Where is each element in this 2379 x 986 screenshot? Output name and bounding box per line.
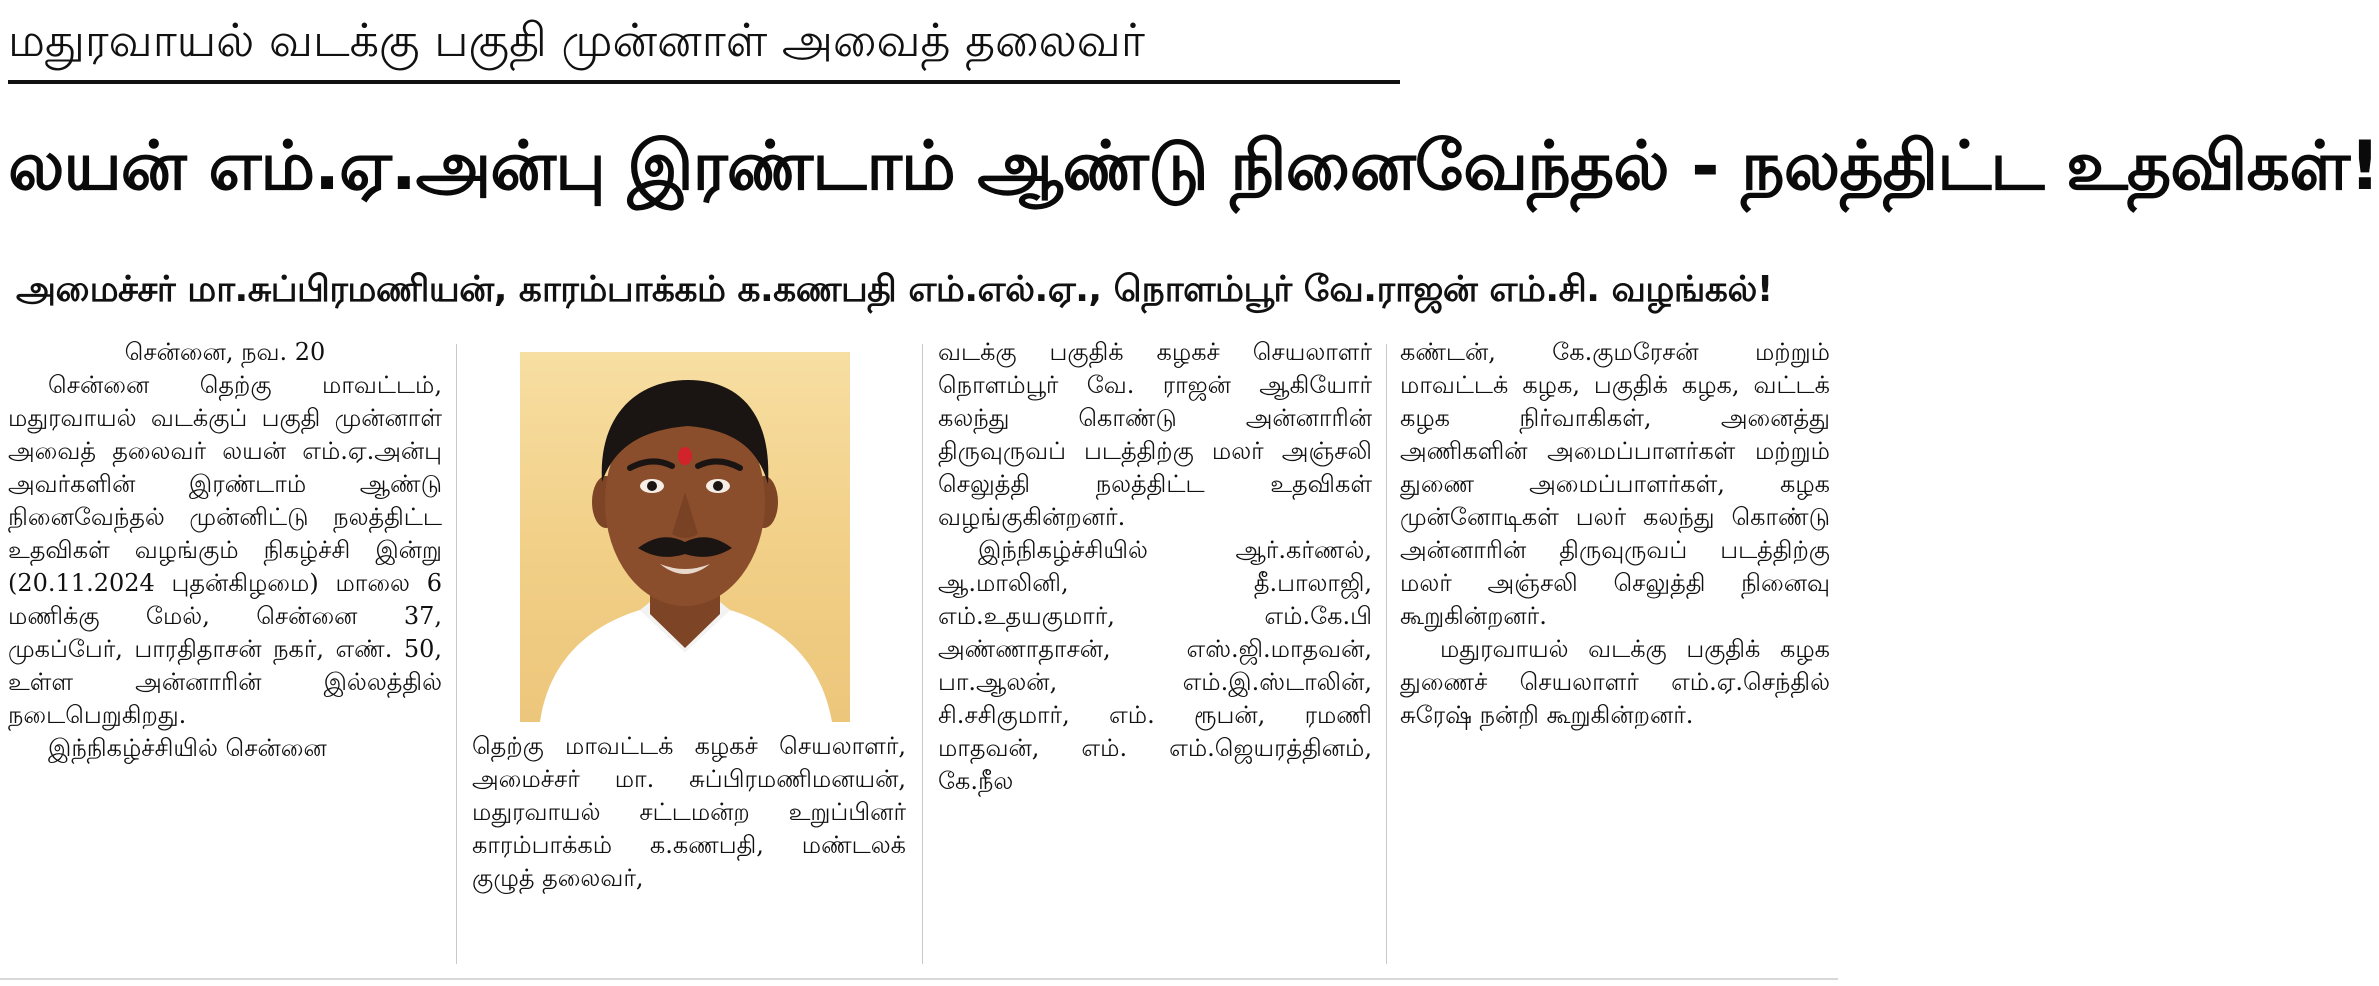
- main-headline: லயன் எம்.ஏ.அன்பு இரண்டாம் ஆண்டு நினைவேந்தல் - நலத்திட்ட உதவிகள்!: [8, 127, 2379, 206]
- column-3-paragraph-1: வடக்கு பகுதிக் கழகச் செயலாளர் நொளம்பூர் வே. ராஜன் ஆகியோர் கலந்து கொண்டு அன்னாரின் திருவுருவப் படத்திற்கு மலர் அஞ்சலி செலுத்தி நலத்திட்ட உதவிகள் வழங்குகின்றனர்.: [938, 338, 1372, 531]
- dateline: சென்னை, நவ. 20: [124, 338, 326, 366]
- column-4-paragraph-2: மதுரவாயல் வடக்கு பகுதிக் கழக துணைச் செயலாளர் எம்.ஏ.செந்தில் சுரேஷ் நன்றி கூறுகின்றனர்.: [1400, 635, 1830, 729]
- article-column-2: [472, 730, 906, 966]
- bottom-border: [0, 978, 1838, 980]
- column-4-paragraph-1: கண்டன், கே.குமரேசன் மற்றும் மாவட்டக் கழக, பகுதிக் கழக, வட்டக் கழக நிர்வாகிகள், அனைத்து அணிகளின் அமைப்பாளர்கள் மற்றும் துணை அமைப்பாளர்கள், கழக முன்னோடிகள் பலர் கலந்து கொண்டு அன்னாரின் திருவுருவப் படத்திற்கு மலர் அஞ்சலி செலுத்தி நினைவு கூறுகின்றனர்.: [1400, 338, 1830, 630]
- article-column-3: [938, 336, 1372, 966]
- column-divider: [456, 344, 457, 964]
- kicker-underline: [8, 80, 1400, 84]
- column-1-paragraph-2: இந்நிகழ்ச்சியில் சென்னை: [48, 734, 327, 762]
- column-1-paragraph-1: சென்னை தெற்கு மாவட்டம், மதுரவாயல் வடக்குப் பகுதி முன்னாள் அவைத் தலைவர் லயன் எம்.ஏ.அன்பு அவர்களின் இரண்டாம் ஆண்டு நினைவேந்தல் முன்னிட்டு நலத்திட்ட உதவிகள் வழங்கும் நிகழ்ச்சி இன்று (20.11.2024 புதன்கிழமை) மாலை 6 மணிக்கு மேல், சென்னை 37, முகப்பேர், பாரதிதாசன் நகர், எண். 50, உள்ள அன்னாரின் இல்லத்தில் நடைபெறுகிறது.: [8, 371, 442, 729]
- column-3-paragraph-2: இந்நிகழ்ச்சியில் ஆர்.கர்ணல், ஆ.மாலினி, தீ.பாலாஜி, எம்.உதயகுமார், எம்.கே.பி அண்ணாதாசன், எஸ்.ஜி.மாதவன், பா.ஆலன், எம்.இ.ஸ்டாலின், சி.சசிகுமார், எம். ரூபன், ரமணி மாதவன், எம். எம்.ஜெயரத்தினம், கே.நீல: [938, 536, 1372, 795]
- sub-headline: அமைச்சர் மா.சுப்பிரமணியன், காரம்பாக்கம் க.கணபதி எம்.எல்.ஏ., நொளம்பூர் வே.ராஜன் எம்.சி. வழங்கல்!: [16, 269, 1773, 310]
- column-2-paragraph-1: தெற்கு மாவட்டக் கழகச் செயலாளர், அமைச்சர் மா. சுப்பிரமணிமனயன், மதுரவாயல் சட்டமன்ற உறுப்பினர் காரம்பாக்கம் க.கணபதி, மண்டலக் குழுத் தலைவர்,: [472, 732, 906, 892]
- portrait-photo-icon: [520, 352, 850, 722]
- kicker-heading: மதுரவாயல் வடக்கு பகுதி முன்னாள் அவைத் தலைவர்: [8, 13, 1145, 67]
- article-column-1: [8, 336, 442, 966]
- column-divider: [1386, 344, 1387, 964]
- portrait-photo: [520, 352, 850, 722]
- article-column-4: [1400, 336, 1830, 966]
- column-divider: [922, 344, 923, 964]
